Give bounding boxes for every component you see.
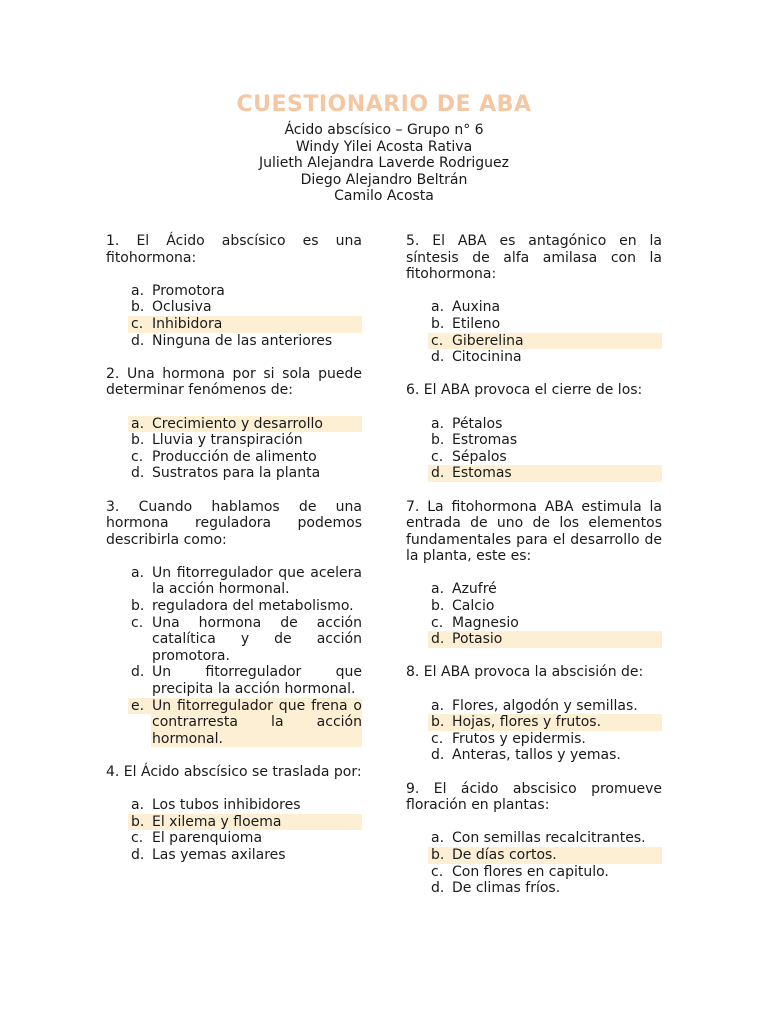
option-letter: b. <box>131 598 145 615</box>
option-letter-wrap <box>406 747 451 764</box>
option-letter-wrap <box>106 316 151 333</box>
option-letter-wrap <box>106 598 151 615</box>
option-list <box>406 416 662 482</box>
correct-answer-option <box>406 333 662 350</box>
option-letter-wrap <box>106 416 151 433</box>
option-letter: c. <box>131 830 144 847</box>
option-list <box>106 797 362 863</box>
correct-answer-option <box>406 631 662 648</box>
option-letter: c. <box>431 614 444 631</box>
option-letter-wrap <box>106 797 151 814</box>
option-list <box>106 565 362 748</box>
option-letter-wrap <box>106 465 151 482</box>
option-text: De climas fríos. <box>452 880 561 897</box>
question-text: 8. El ABA provoca la abscisión de: <box>406 664 644 681</box>
option-letter-wrap <box>406 581 451 598</box>
option-text: Etileno <box>452 315 501 332</box>
question-block <box>406 781 662 897</box>
option-letter-wrap <box>406 615 451 632</box>
option-letter: d. <box>131 846 145 863</box>
question-text: 3. Cuando hablamos de una hormona reguladora podemos describirla como: <box>106 498 362 548</box>
document-title: CUESTIONARIO DE ABA <box>236 92 532 117</box>
option-text: Pétalos <box>452 415 503 432</box>
answer-option <box>106 465 362 482</box>
question-block <box>406 499 662 648</box>
option-text: Auxina <box>452 299 501 316</box>
option-letter-wrap <box>406 864 451 881</box>
option-text: Con semillas recalcitrantes. <box>452 830 646 847</box>
option-letter: b. <box>431 847 451 864</box>
correct-answer-option <box>106 416 362 433</box>
answer-option <box>406 830 662 847</box>
answer-option <box>406 449 662 466</box>
correct-answer-option <box>406 714 662 731</box>
option-text: Calcio <box>452 598 495 615</box>
answer-option <box>106 830 362 847</box>
option-letter: a. <box>431 697 445 714</box>
option-text: Una hormona de acción catalítica y de acción promotora. <box>152 614 362 664</box>
option-list <box>406 299 662 365</box>
option-letter-wrap <box>106 449 151 466</box>
option-letter-wrap <box>106 299 151 316</box>
question-text: 7. La fitohormona ABA estimula la entrada de uno de los elementos fundamentales para el desarrollo de la planta, este es: <box>406 498 662 565</box>
option-letter-wrap <box>406 432 451 449</box>
option-letter-wrap <box>406 416 451 433</box>
question-block <box>106 764 362 864</box>
option-letter-wrap <box>406 349 451 366</box>
answer-option <box>406 698 662 715</box>
option-letter: a. <box>431 581 445 598</box>
answer-option <box>106 432 362 449</box>
option-letter-wrap <box>406 333 451 350</box>
option-text: Sustratos para la planta <box>152 465 321 482</box>
question-text: 5. El ABA es antagónico en la síntesis de alfa amilasa con la fitohormona: <box>406 233 662 283</box>
option-letter-wrap <box>406 731 451 748</box>
option-text: Con flores en capitulo. <box>452 863 609 880</box>
answer-option <box>406 598 662 615</box>
option-text: Crecimiento y desarrollo <box>151 416 362 433</box>
question-block <box>106 499 362 748</box>
answer-option <box>406 747 662 764</box>
author-name: Diego Alejandro Beltrán <box>300 171 468 188</box>
answer-option <box>106 283 362 300</box>
option-letter-wrap <box>406 880 451 897</box>
option-text: Anteras, tallos y yemas. <box>452 747 621 764</box>
answer-option <box>406 731 662 748</box>
option-letter-wrap <box>406 847 451 864</box>
option-text: De días cortos. <box>451 847 662 864</box>
answer-option <box>106 797 362 814</box>
option-text: Un fitorregulador que precipita la acción hormonal. <box>152 664 362 698</box>
option-letter: b. <box>131 814 151 831</box>
option-letter-wrap <box>106 847 151 864</box>
option-text: Ninguna de las anteriores <box>152 332 333 349</box>
option-letter: b. <box>431 315 445 332</box>
option-list <box>106 416 362 482</box>
answer-option <box>106 449 362 466</box>
answer-option <box>106 847 362 864</box>
answer-option <box>406 864 662 881</box>
option-letter: a. <box>131 416 151 433</box>
question-block <box>406 233 662 366</box>
question-block <box>106 366 362 482</box>
option-letter: c. <box>131 448 144 465</box>
question-text: 2. Una hormona por si sola puede determinar fenómenos de: <box>106 365 362 399</box>
option-letter: b. <box>431 714 451 731</box>
option-letter: b. <box>131 299 145 316</box>
option-letter-wrap <box>106 565 151 582</box>
option-text: Frutos y epidermis. <box>452 730 586 747</box>
option-letter: d. <box>131 332 145 349</box>
answer-option <box>406 316 662 333</box>
option-text: Potasio <box>451 631 662 648</box>
option-list <box>406 830 662 896</box>
answer-option <box>106 333 362 350</box>
option-letter: d. <box>431 747 445 764</box>
option-letter: d. <box>431 880 445 897</box>
option-letter: d. <box>431 349 445 366</box>
correct-answer-option <box>406 847 662 864</box>
document-subtitle: Ácido abscísico – Grupo n° 6 <box>284 122 484 138</box>
option-letter-wrap <box>106 283 151 300</box>
option-text: Hojas, flores y frutos. <box>451 714 662 731</box>
option-list <box>406 698 662 764</box>
option-letter: a. <box>431 299 445 316</box>
option-letter: c. <box>431 863 444 880</box>
option-letter-wrap <box>106 664 151 681</box>
option-letter-wrap <box>406 698 451 715</box>
answer-option <box>406 299 662 316</box>
option-letter: a. <box>131 564 145 581</box>
option-letter: d. <box>431 465 451 482</box>
option-text: Lluvia y transpiración <box>152 432 303 449</box>
option-letter: c. <box>131 316 151 333</box>
option-letter: b. <box>431 598 445 615</box>
option-letter: d. <box>131 465 145 482</box>
option-text: El parenquioma <box>152 830 263 847</box>
document-header <box>0 88 768 205</box>
option-text: Promotora <box>152 282 225 299</box>
option-text: Inhibidora <box>151 316 362 333</box>
option-letter-wrap <box>106 333 151 350</box>
correct-answer-option <box>106 698 362 748</box>
option-text: Giberelina <box>451 333 662 350</box>
option-letter: c. <box>431 333 451 350</box>
answer-option <box>406 880 662 897</box>
option-letter: d. <box>431 631 451 648</box>
option-text: Citocinina <box>452 349 522 366</box>
answer-option <box>106 664 362 697</box>
author-name: Julieth Alejandra Laverde Rodriguez <box>259 155 509 172</box>
option-letter: c. <box>131 614 144 631</box>
author-name: Windy Yilei Acosta Rativa <box>295 138 473 155</box>
option-letter-wrap <box>406 465 451 482</box>
option-letter: b. <box>431 432 445 449</box>
answer-option <box>106 598 362 615</box>
option-text: Producción de alimento <box>152 448 317 465</box>
option-letter: a. <box>431 415 445 432</box>
option-letter: c. <box>431 730 444 747</box>
option-letter-wrap <box>406 598 451 615</box>
option-text: Flores, algodón y semillas. <box>452 697 638 714</box>
option-text: Magnesio <box>452 614 519 631</box>
answer-option <box>406 416 662 433</box>
answer-option <box>106 299 362 316</box>
option-letter-wrap <box>106 814 151 831</box>
option-letter: a. <box>431 830 445 847</box>
option-letter: e. <box>131 698 151 715</box>
question-text: 6. El ABA provoca el cierre de los: <box>406 382 643 399</box>
option-text: Oclusiva <box>152 299 212 316</box>
correct-answer-option <box>106 814 362 831</box>
question-text: 4. El Ácido abscísico se traslada por: <box>106 764 362 780</box>
option-letter-wrap <box>106 698 151 715</box>
option-text: Un fitorregulador que frena o contrarresta la acción hormonal. <box>152 697 362 747</box>
answer-option <box>406 615 662 632</box>
answer-option <box>406 581 662 598</box>
option-text: Estromas <box>452 432 518 449</box>
option-letter-wrap <box>406 316 451 333</box>
option-letter-wrap <box>406 449 451 466</box>
option-list <box>106 283 362 349</box>
question-block <box>406 664 662 764</box>
option-letter: a. <box>131 282 145 299</box>
right-question-column <box>406 233 662 913</box>
question-block <box>106 233 362 349</box>
option-letter: d. <box>131 664 145 681</box>
option-letter-wrap <box>406 714 451 731</box>
question-text: 1. El Ácido abscísico es una fitohormona: <box>106 233 362 266</box>
option-letter-wrap <box>406 299 451 316</box>
option-text: Las yemas axilares <box>152 846 286 863</box>
option-letter-wrap <box>106 830 151 847</box>
option-letter-wrap <box>406 631 451 648</box>
correct-answer-option <box>106 316 362 333</box>
question-block <box>406 382 662 482</box>
option-text: Un fitorregulador que acelera la acción hormonal. <box>152 564 362 598</box>
question-text: 9. El ácido abscisico promueve floración en plantas: <box>406 780 662 814</box>
option-letter: c. <box>431 448 444 465</box>
answer-option <box>406 432 662 449</box>
author-name: Camilo Acosta <box>334 188 434 205</box>
left-question-column <box>106 233 362 880</box>
option-text: Sépalos <box>452 448 507 465</box>
option-text: Azufré <box>452 581 497 598</box>
option-text: Estomas <box>451 465 662 482</box>
option-letter-wrap <box>106 432 151 449</box>
option-text: El xilema y floema <box>151 814 362 831</box>
answer-option <box>406 349 662 366</box>
option-list <box>406 581 662 647</box>
answer-option <box>106 615 362 665</box>
option-text: reguladora del metabolismo. <box>152 598 354 615</box>
option-letter: b. <box>131 432 145 449</box>
option-text: Los tubos inhibidores <box>152 797 301 814</box>
correct-answer-option <box>406 465 662 482</box>
option-letter: a. <box>131 797 145 814</box>
option-letter-wrap <box>406 830 451 847</box>
answer-option <box>106 565 362 598</box>
option-letter-wrap <box>106 615 151 632</box>
